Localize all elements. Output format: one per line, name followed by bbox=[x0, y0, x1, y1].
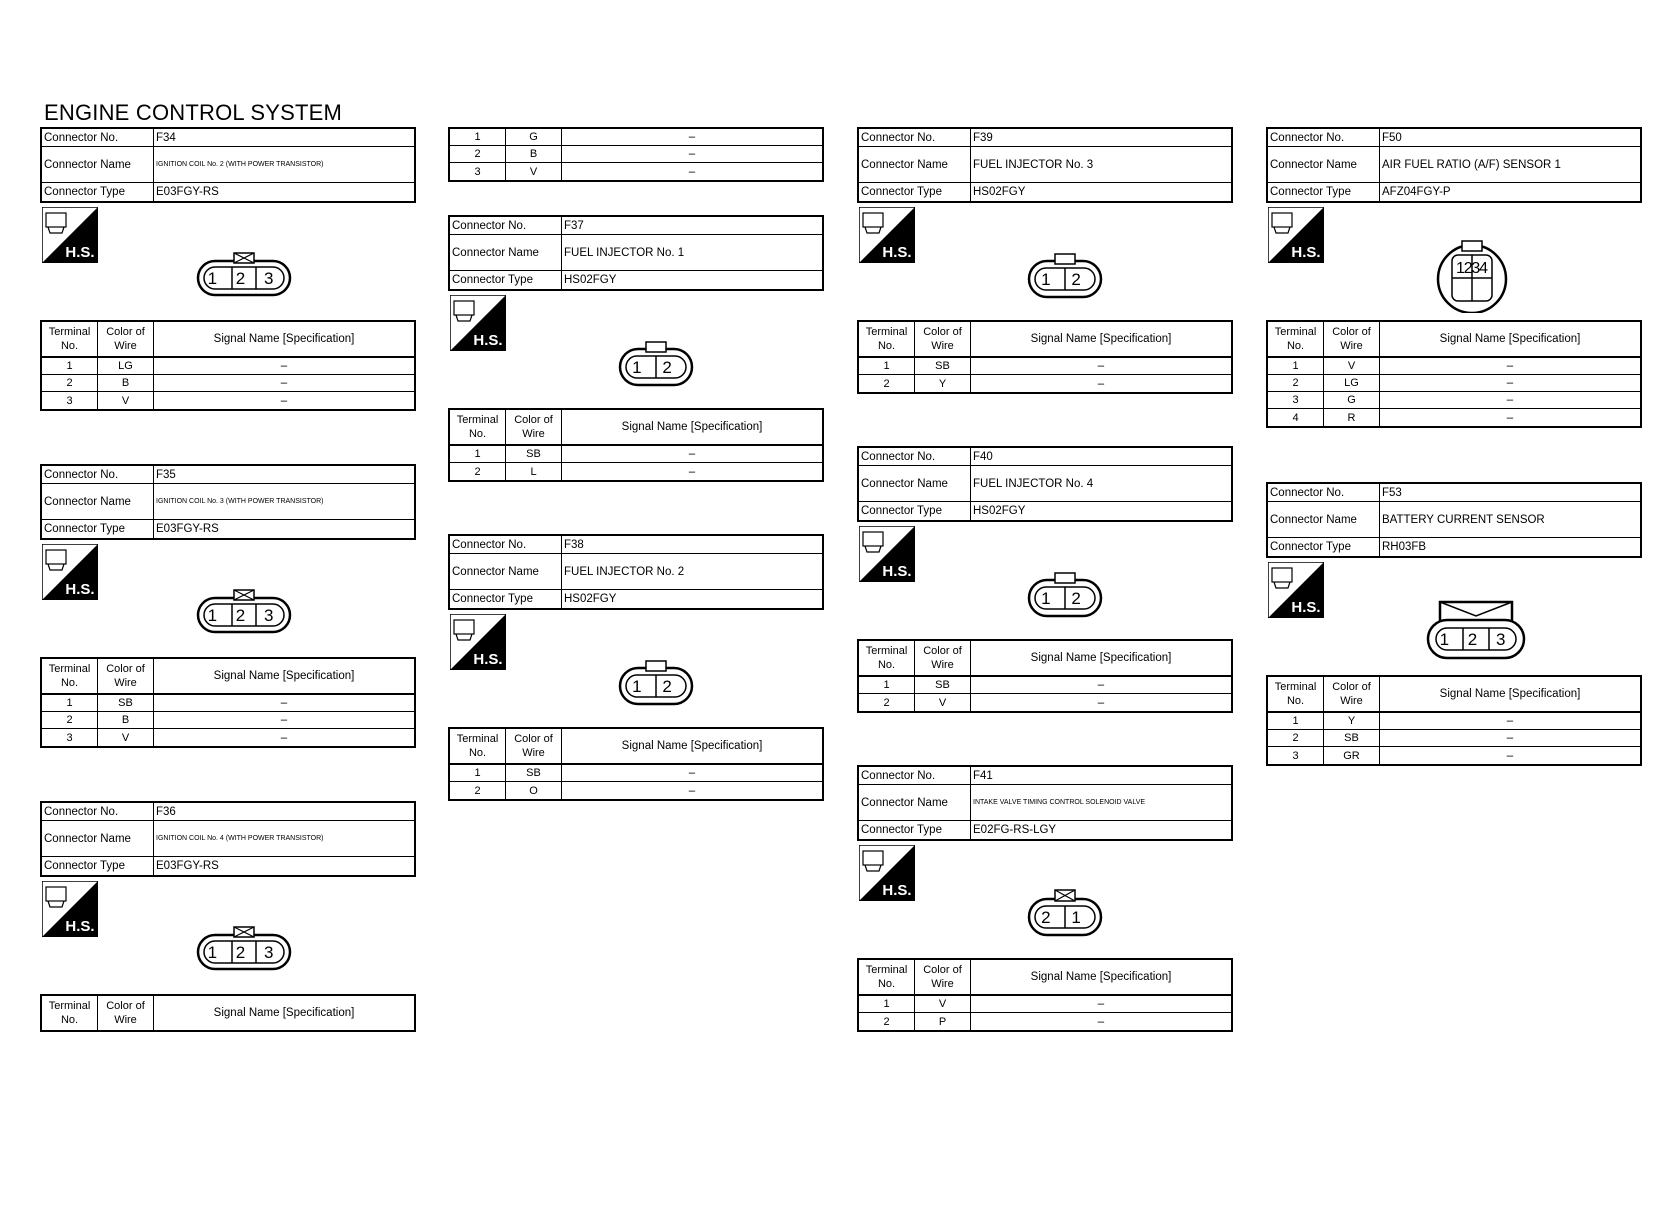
connector-f50-icon bbox=[1432, 237, 1512, 313]
signal-header: Signal Name [Specification] bbox=[213, 1007, 355, 1019]
page-title: ENGINE CONTROL SYSTEM bbox=[44, 100, 342, 125]
signal-header: Signal Name [Specification] bbox=[213, 670, 355, 682]
hs-label: H.S. bbox=[473, 651, 503, 668]
terminal-cell: 1 bbox=[42, 358, 98, 374]
connector-f38-icon bbox=[616, 656, 696, 708]
connector-name-value: BATTERY CURRENT SENSOR bbox=[1382, 513, 1545, 526]
terminal-table-f50 bbox=[1266, 320, 1642, 428]
terminal-cell: 3 bbox=[1268, 392, 1324, 408]
color-header: Color of Wire bbox=[98, 322, 154, 356]
hs-icon bbox=[450, 295, 506, 351]
signal-cell: – bbox=[1506, 394, 1514, 406]
connector-type-label: Connector Type bbox=[42, 520, 154, 538]
connector-no-label: Connector No. bbox=[450, 536, 562, 553]
connector-no-label: Connector No. bbox=[42, 466, 154, 483]
connector-type-label: Connector Type bbox=[450, 590, 562, 608]
hs-icon bbox=[42, 881, 98, 937]
color-cell: SB bbox=[1324, 730, 1380, 746]
connector-no-value: F34 bbox=[156, 131, 176, 144]
terminal-cell: 2 bbox=[1268, 730, 1324, 746]
color-cell: V bbox=[506, 163, 562, 180]
signal-cell: – bbox=[280, 697, 288, 709]
connector-type-label: Connector Type bbox=[450, 271, 562, 289]
connector-name-value: FUEL INJECTOR No. 2 bbox=[564, 565, 685, 578]
hs-icon bbox=[1268, 207, 1324, 263]
connector-name-label: Connector Name bbox=[42, 484, 154, 519]
connector-no-value: F35 bbox=[156, 468, 176, 481]
table-row bbox=[1268, 409, 1640, 426]
connector-f40-icon bbox=[1025, 568, 1105, 620]
terminal-cell: 1 bbox=[450, 129, 506, 145]
color-cell: V bbox=[98, 392, 154, 409]
connector-name-value: IGNITION COIL No. 3 (WITH POWER TRANSISTOR) bbox=[156, 498, 324, 505]
connector-header-f36 bbox=[40, 801, 416, 877]
terminal-no-header: Terminal No. bbox=[859, 322, 915, 356]
connector-f41-icon bbox=[1025, 887, 1105, 939]
color-header: Color of Wire bbox=[506, 729, 562, 763]
connector-name-value: IGNITION COIL No. 4 (WITH POWER TRANSISTOR) bbox=[156, 835, 324, 842]
signal-cell: – bbox=[1506, 732, 1514, 744]
signal-cell: – bbox=[280, 377, 288, 389]
terminal-cell: 2 bbox=[42, 712, 98, 728]
table-row bbox=[42, 729, 414, 746]
terminal-cell: 3 bbox=[450, 163, 506, 180]
table-row bbox=[450, 129, 822, 146]
terminal-cell: 1 bbox=[859, 996, 915, 1012]
terminal-no-header: Terminal No. bbox=[859, 641, 915, 675]
signal-cell: – bbox=[688, 465, 696, 478]
pin-labels: 1 2 3 bbox=[1439, 630, 1513, 649]
connector-type-label: Connector Type bbox=[42, 183, 154, 201]
terminal-table-f53 bbox=[1266, 675, 1642, 766]
terminal-cell: 3 bbox=[42, 729, 98, 746]
connector-f37-icon bbox=[616, 337, 696, 389]
connector-f35-icon bbox=[194, 586, 294, 636]
signal-cell: – bbox=[688, 131, 696, 143]
terminal-table-f38 bbox=[448, 727, 824, 801]
color-cell: B bbox=[98, 375, 154, 391]
signal-cell: – bbox=[1097, 998, 1105, 1010]
table-row bbox=[42, 375, 414, 392]
terminal-table-f35 bbox=[40, 657, 416, 748]
signal-cell: – bbox=[688, 165, 696, 178]
signal-cell: – bbox=[280, 714, 288, 726]
connector-name-label: Connector Name bbox=[859, 785, 971, 820]
signal-cell: – bbox=[1097, 679, 1105, 691]
signal-cell: – bbox=[1506, 360, 1514, 372]
color-cell: GR bbox=[1324, 747, 1380, 764]
connector-type-value: HS02FGY bbox=[564, 274, 617, 286]
terminal-no-header: Terminal No. bbox=[450, 729, 506, 763]
hs-label: H.S. bbox=[882, 882, 912, 899]
color-cell: SB bbox=[506, 765, 562, 781]
connector-type-label: Connector Type bbox=[859, 821, 971, 839]
connector-header-f38 bbox=[448, 534, 824, 610]
terminal-no-header: Terminal No. bbox=[42, 996, 98, 1030]
terminal-cell: 2 bbox=[450, 782, 506, 799]
signal-header: Signal Name [Specification] bbox=[1030, 971, 1172, 983]
connector-type-label: Connector Type bbox=[859, 183, 971, 201]
connector-no-value: F53 bbox=[1382, 486, 1402, 499]
connector-type-label: Connector Type bbox=[1268, 538, 1380, 556]
hs-icon bbox=[859, 526, 915, 582]
connector-name-label: Connector Name bbox=[450, 235, 562, 270]
terminal-cell: 3 bbox=[42, 392, 98, 409]
signal-header: Signal Name [Specification] bbox=[621, 740, 763, 752]
signal-cell: – bbox=[1097, 377, 1105, 390]
color-header: Color of Wire bbox=[506, 410, 562, 444]
connector-no-label: Connector No. bbox=[42, 803, 154, 820]
color-header: Color of Wire bbox=[915, 960, 971, 994]
connector-no-value: F50 bbox=[1382, 131, 1402, 144]
table-row bbox=[1268, 358, 1640, 375]
connector-type-label: Connector Type bbox=[859, 502, 971, 520]
terminal-no-header: Terminal No. bbox=[42, 659, 98, 693]
table-row bbox=[859, 375, 1231, 392]
hs-label: H.S. bbox=[882, 244, 912, 261]
terminal-cell: 1 bbox=[1268, 358, 1324, 374]
connector-type-value: E03FGY-RS bbox=[156, 523, 219, 535]
color-cell: LG bbox=[1324, 375, 1380, 391]
signal-cell: – bbox=[1506, 377, 1514, 389]
signal-header: Signal Name [Specification] bbox=[1030, 333, 1172, 345]
table-row bbox=[859, 358, 1231, 375]
connector-header-f40 bbox=[857, 446, 1233, 522]
terminal-no-header: Terminal No. bbox=[859, 960, 915, 994]
connector-name-label: Connector Name bbox=[859, 147, 971, 182]
signal-cell: – bbox=[688, 784, 696, 797]
signal-cell: – bbox=[688, 767, 696, 779]
pin-labels: 1 2 3 4 bbox=[1456, 260, 1488, 277]
connector-name-value: INTAKE VALVE TIMING CONTROL SOLENOID VALVE bbox=[973, 799, 1146, 806]
terminal-cell: 1 bbox=[859, 358, 915, 374]
connector-name-label: Connector Name bbox=[42, 147, 154, 182]
connector-header-f37 bbox=[448, 215, 824, 291]
connector-f39-icon bbox=[1025, 249, 1105, 301]
connector-name-label: Connector Name bbox=[1268, 502, 1380, 537]
signal-header: Signal Name [Specification] bbox=[213, 333, 355, 345]
connector-no-value: F40 bbox=[973, 450, 993, 463]
table-row bbox=[1268, 375, 1640, 392]
color-cell: SB bbox=[915, 677, 971, 693]
color-cell: B bbox=[98, 712, 154, 728]
connector-type-value: HS02FGY bbox=[564, 593, 617, 605]
connector-no-label: Connector No. bbox=[42, 129, 154, 146]
connector-no-label: Connector No. bbox=[1268, 484, 1380, 501]
connector-f34-icon bbox=[194, 249, 294, 299]
terminal-cell: 1 bbox=[450, 765, 506, 781]
color-cell: Y bbox=[915, 375, 971, 392]
color-cell: Y bbox=[1324, 713, 1380, 729]
connector-type-value: E03FGY-RS bbox=[156, 186, 219, 198]
connector-name-value: IGNITION COIL No. 2 (WITH POWER TRANSISTOR) bbox=[156, 161, 324, 168]
signal-cell: – bbox=[1097, 360, 1105, 372]
signal-cell: – bbox=[1097, 1015, 1105, 1028]
table-row bbox=[450, 765, 822, 782]
signal-cell: – bbox=[1506, 749, 1514, 762]
connector-no-value: F41 bbox=[973, 769, 993, 782]
terminal-table-f37 bbox=[448, 408, 824, 482]
signal-cell: – bbox=[1097, 696, 1105, 709]
color-cell: P bbox=[915, 1013, 971, 1030]
connector-f36-icon bbox=[194, 923, 294, 973]
terminal-cell: 4 bbox=[1268, 409, 1324, 426]
terminal-cell: 2 bbox=[859, 694, 915, 711]
pin-labels: 1 2 bbox=[632, 677, 680, 696]
terminal-cell: 1 bbox=[42, 695, 98, 711]
connector-header-f34 bbox=[40, 127, 416, 203]
terminal-table-f36-rows bbox=[448, 127, 824, 182]
connector-name-value: FUEL INJECTOR No. 1 bbox=[564, 246, 685, 259]
connector-no-label: Connector No. bbox=[859, 129, 971, 146]
pin-labels: 1 2 3 bbox=[207, 943, 281, 962]
connector-name-label: Connector Name bbox=[42, 821, 154, 856]
signal-cell: – bbox=[1506, 715, 1514, 727]
color-cell: B bbox=[506, 146, 562, 162]
color-cell: LG bbox=[98, 358, 154, 374]
color-cell: G bbox=[1324, 392, 1380, 408]
terminal-cell: 2 bbox=[1268, 375, 1324, 391]
table-row bbox=[1268, 730, 1640, 747]
terminal-no-header: Terminal No. bbox=[1268, 322, 1324, 356]
terminal-cell: 1 bbox=[1268, 713, 1324, 729]
hs-icon bbox=[42, 544, 98, 600]
connector-name-value: AIR FUEL RATIO (A/F) SENSOR 1 bbox=[1382, 158, 1561, 171]
hs-label: H.S. bbox=[473, 332, 503, 349]
terminal-no-header: Terminal No. bbox=[1268, 677, 1324, 711]
hs-label: H.S. bbox=[1291, 599, 1321, 616]
table-row bbox=[1268, 392, 1640, 409]
table-row bbox=[450, 446, 822, 463]
terminal-no-header: Terminal No. bbox=[450, 410, 506, 444]
hs-icon bbox=[859, 845, 915, 901]
pin-labels: 1 2 bbox=[1041, 270, 1089, 289]
terminal-cell: 2 bbox=[859, 1013, 915, 1030]
connector-no-label: Connector No. bbox=[859, 448, 971, 465]
table-row bbox=[450, 463, 822, 480]
connector-type-value: E02FG-RS-LGY bbox=[973, 824, 1057, 836]
terminal-cell: 1 bbox=[859, 677, 915, 693]
color-cell: SB bbox=[506, 446, 562, 462]
color-cell: G bbox=[506, 129, 562, 145]
signal-cell: – bbox=[280, 731, 288, 744]
connector-type-value: RH03FB bbox=[1382, 541, 1427, 553]
color-header: Color of Wire bbox=[1324, 677, 1380, 711]
hs-icon bbox=[42, 207, 98, 263]
connector-type-label: Connector Type bbox=[1268, 183, 1380, 201]
connector-no-label: Connector No. bbox=[450, 217, 562, 234]
connector-type-value: E03FGY-RS bbox=[156, 860, 219, 872]
hs-label: H.S. bbox=[65, 918, 95, 935]
color-cell: V bbox=[98, 729, 154, 746]
connector-type-label: Connector Type bbox=[42, 857, 154, 875]
color-cell: SB bbox=[915, 358, 971, 374]
table-row bbox=[450, 782, 822, 799]
connector-f53-icon bbox=[1424, 598, 1528, 664]
signal-header: Signal Name [Specification] bbox=[1030, 652, 1172, 664]
signal-cell: – bbox=[280, 360, 288, 372]
hs-icon bbox=[859, 207, 915, 263]
connector-name-label: Connector Name bbox=[1268, 147, 1380, 182]
table-row bbox=[450, 163, 822, 180]
terminal-cell: 1 bbox=[450, 446, 506, 462]
table-row bbox=[450, 146, 822, 163]
connector-header-f35 bbox=[40, 464, 416, 540]
hs-icon bbox=[450, 614, 506, 670]
terminal-cell: 2 bbox=[450, 146, 506, 162]
connector-type-value: HS02FGY bbox=[973, 186, 1026, 198]
connector-header-f41 bbox=[857, 765, 1233, 841]
connector-name-value: FUEL INJECTOR No. 4 bbox=[973, 477, 1094, 490]
signal-cell: – bbox=[688, 448, 696, 460]
table-row bbox=[42, 712, 414, 729]
terminal-table-f39 bbox=[857, 320, 1233, 394]
hs-label: H.S. bbox=[65, 244, 95, 261]
signal-header: Signal Name [Specification] bbox=[1439, 333, 1581, 345]
signal-cell: – bbox=[688, 148, 696, 160]
terminal-table-f41 bbox=[857, 958, 1233, 1032]
color-header: Color of Wire bbox=[98, 996, 154, 1030]
connector-no-value: F36 bbox=[156, 805, 176, 818]
table-row bbox=[859, 677, 1231, 694]
connector-no-label: Connector No. bbox=[859, 767, 971, 784]
color-cell: R bbox=[1324, 409, 1380, 426]
pin-labels: 1 2 3 bbox=[207, 606, 281, 625]
color-header: Color of Wire bbox=[1324, 322, 1380, 356]
hs-label: H.S. bbox=[882, 563, 912, 580]
terminal-no-header: Terminal No. bbox=[42, 322, 98, 356]
table-row bbox=[42, 392, 414, 409]
table-row bbox=[859, 1013, 1231, 1030]
connector-name-label: Connector Name bbox=[859, 466, 971, 501]
connector-no-value: F39 bbox=[973, 131, 993, 144]
color-cell: V bbox=[915, 996, 971, 1012]
hs-icon bbox=[1268, 562, 1324, 618]
terminal-table-f40 bbox=[857, 639, 1233, 713]
terminal-table-f34 bbox=[40, 320, 416, 411]
signal-cell: – bbox=[280, 394, 288, 407]
connector-name-label: Connector Name bbox=[450, 554, 562, 589]
connector-header-f39 bbox=[857, 127, 1233, 203]
color-cell: V bbox=[915, 694, 971, 711]
pin-labels: 2 1 bbox=[1041, 908, 1089, 927]
signal-cell: – bbox=[1506, 411, 1514, 424]
table-row bbox=[1268, 747, 1640, 764]
connector-name-value: FUEL INJECTOR No. 3 bbox=[973, 158, 1094, 171]
pin-labels: 1 2 3 bbox=[207, 269, 281, 288]
terminal-table-f36-header bbox=[40, 994, 416, 1032]
terminal-cell: 3 bbox=[1268, 747, 1324, 764]
connector-no-label: Connector No. bbox=[1268, 129, 1380, 146]
color-cell: L bbox=[506, 463, 562, 480]
connector-type-value: AFZ04FGY-P bbox=[1382, 186, 1451, 198]
connector-no-value: F37 bbox=[564, 219, 584, 232]
signal-header: Signal Name [Specification] bbox=[1439, 688, 1581, 700]
color-cell: O bbox=[506, 782, 562, 799]
signal-header: Signal Name [Specification] bbox=[621, 421, 763, 433]
table-row bbox=[1268, 713, 1640, 730]
table-row bbox=[859, 996, 1231, 1013]
connector-type-value: HS02FGY bbox=[973, 505, 1026, 517]
table-row bbox=[42, 695, 414, 712]
hs-label: H.S. bbox=[1291, 244, 1321, 261]
terminal-cell: 2 bbox=[42, 375, 98, 391]
terminal-cell: 2 bbox=[450, 463, 506, 480]
table-row bbox=[859, 694, 1231, 711]
terminal-cell: 2 bbox=[859, 375, 915, 392]
connector-header-f53 bbox=[1266, 482, 1642, 558]
connector-no-value: F38 bbox=[564, 538, 584, 551]
color-header: Color of Wire bbox=[915, 322, 971, 356]
pin-labels: 1 2 bbox=[1041, 589, 1089, 608]
color-cell: V bbox=[1324, 358, 1380, 374]
pin-labels: 1 2 bbox=[632, 358, 680, 377]
color-header: Color of Wire bbox=[98, 659, 154, 693]
table-row bbox=[42, 358, 414, 375]
color-header: Color of Wire bbox=[915, 641, 971, 675]
color-cell: SB bbox=[98, 695, 154, 711]
connector-header-f50 bbox=[1266, 127, 1642, 203]
hs-label: H.S. bbox=[65, 581, 95, 598]
